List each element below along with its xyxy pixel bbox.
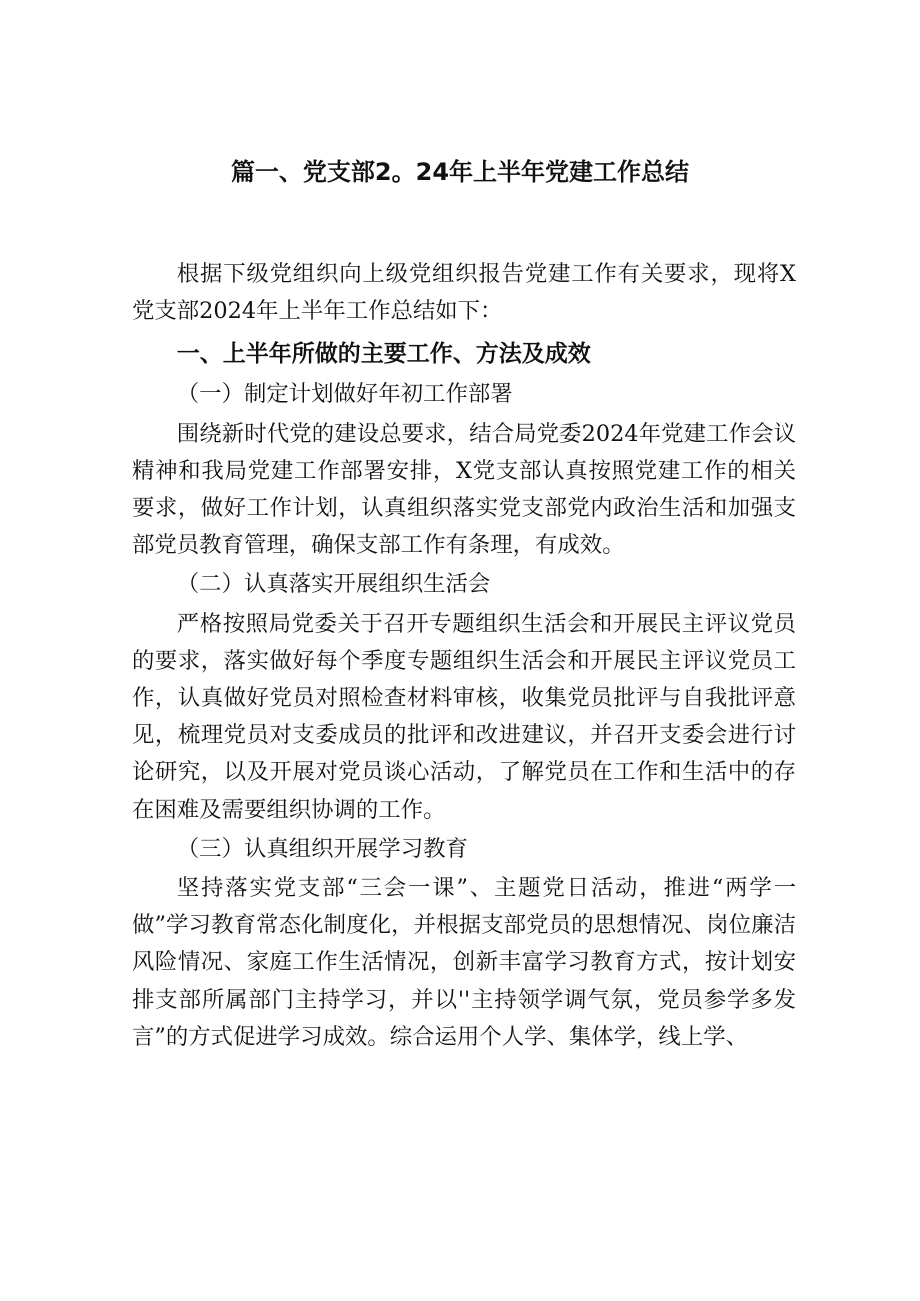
section-heading: 一、上半年所做的主要工作、方法及成效 <box>176 341 591 368</box>
document-body <box>132 256 796 1056</box>
subsection-heading-3: （三）认真组织开展学习教育 <box>176 835 468 862</box>
subsection-heading-2: （二）认真落实开展组织生活会 <box>176 571 491 598</box>
subsection-body-3: 坚持落实党支部“三会一课”、主题党日活动，推进“两学一做”学习教育常态化制度化，并根据支部党员的思想情况、岗位廉洁风险情况、家庭工作生活情况，创新丰富学习教育方式，按计划安排支部所属部门主持学习，并以''主持领学调气氛，党员参学多发言”的方式促进学习成效。综合运用个人学、集体学，线上学、 <box>132 875 796 1050</box>
document-title: 篇一、党支部2。24年上半年党建工作总结 <box>230 158 690 186</box>
subsection-body-2: 严格按照局党委关于召开专题组织生活会和开展民主评议党员的要求，落实做好每个季度专题组织生活会和开展民主评议党员工作，认真做好党员对照检查材料审核，收集党员批评与自我批评意见，梳理党员对支委成员的批评和改进建议，并召开支委会进行讨论研究，以及开展对党员谈心活动，了解党员在工作和生活中的存在困难及需要组织协调的工作。 <box>132 610 796 823</box>
intro-paragraph: 根据下级党组织向上级党组织报告党建工作有关要求，现将X党支部2024年上半年工作总结如下： <box>132 261 796 325</box>
subsection-body-1: 围绕新时代党的建设总要求，结合局党委2024年党建工作会议精神和我局党建工作部署安排，X党支部认真按照党建工作的相关要求，做好工作计划，认真组织落实党支部党内政治生活和加强支部党员教育管理，确保支部工作有条理，有成效。 <box>132 420 796 559</box>
subsection-heading-1: （一）制定计划做好年初工作部署 <box>176 381 513 408</box>
